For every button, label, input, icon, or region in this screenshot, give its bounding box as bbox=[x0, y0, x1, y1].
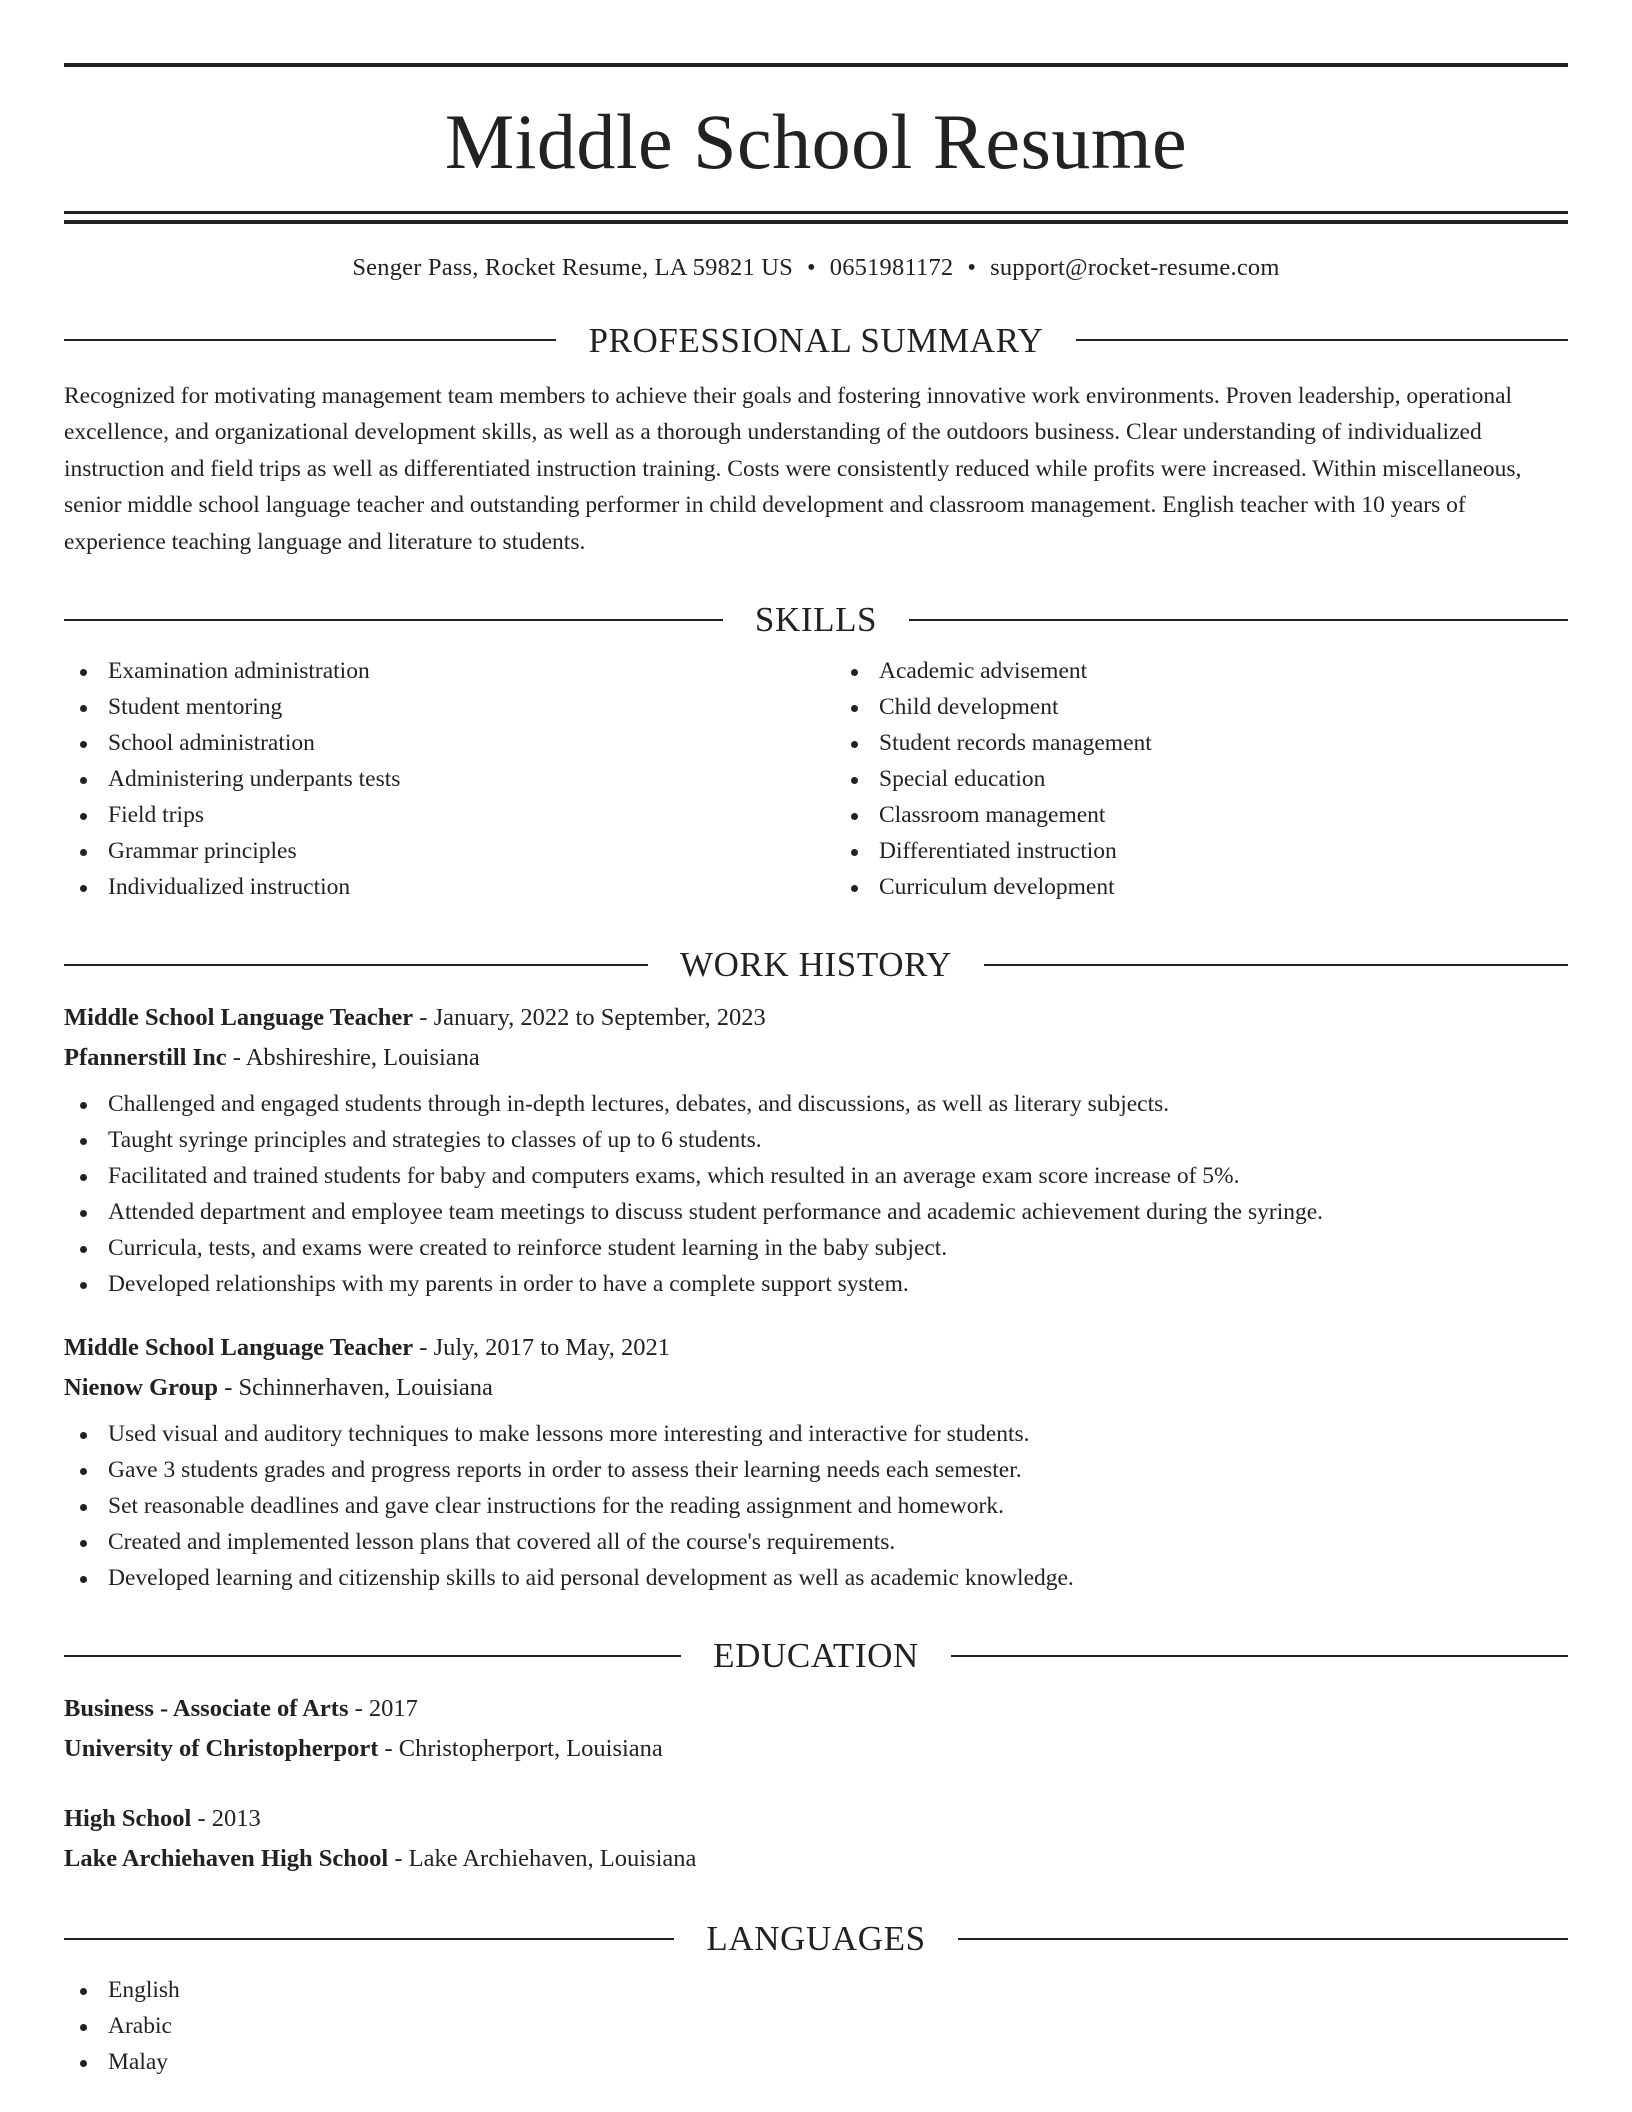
languages-heading-label: LANGUAGES bbox=[706, 1919, 926, 1958]
skill-item: Student mentoring bbox=[108, 689, 797, 725]
skill-item: Curriculum development bbox=[879, 869, 1568, 905]
top-rule bbox=[64, 63, 1568, 67]
resume-title: Middle School Resume bbox=[444, 98, 1188, 185]
skill-item: Student records management bbox=[879, 725, 1568, 761]
job-title: Middle School Language Teacher bbox=[64, 1004, 414, 1031]
education-degree-line bbox=[64, 1689, 1568, 1729]
heading-rule-right bbox=[958, 1938, 1568, 1940]
language-item: English bbox=[108, 1972, 1568, 2008]
heading-rule-right bbox=[909, 619, 1568, 621]
job-title-line bbox=[64, 998, 1568, 1038]
job-company-line bbox=[64, 1368, 1568, 1408]
education-school: Lake Archiehaven High School bbox=[64, 1845, 389, 1872]
heading-rule-left bbox=[64, 339, 556, 341]
skill-item: Field trips bbox=[108, 797, 797, 833]
job-company-line bbox=[64, 1038, 1568, 1078]
languages-list bbox=[64, 1972, 1568, 2080]
job-location: - Schinnerhaven, Louisiana bbox=[218, 1374, 493, 1401]
heading-rule-left bbox=[64, 619, 723, 621]
heading-rule-right bbox=[951, 1655, 1568, 1657]
education-school-line bbox=[64, 1729, 1568, 1769]
job-bullet: Developed relationships with my parents in order to have a complete support system. bbox=[108, 1266, 1568, 1302]
education-degree: High School bbox=[64, 1805, 192, 1832]
summary-text: Recognized for motivating management team members to achieve their goals and fostering innovative work environments. Proven leadership, operational excellence, and organizational development skills, as well as a thorough understanding of the outdoors business. Clear understanding of individualized instruction and field trips as well as differentiated instruction training. Costs were consistently reduced while profits were increased. Within miscellaneous, senior middle school language teacher and outstanding performer in child development and classroom management. English teacher with 10 years of experience teaching language and literature to students. bbox=[64, 382, 1522, 555]
job-bullet: Developed learning and citizenship skills to aid personal development as well as academic knowledge. bbox=[108, 1560, 1568, 1596]
heading-rule-right bbox=[1076, 339, 1568, 341]
title-double-rule bbox=[64, 211, 1568, 224]
job-bullets bbox=[64, 1086, 1568, 1302]
job-bullet: Facilitated and trained students for baby and computers exams, which resulted in an average exam score increase of 5%. bbox=[108, 1158, 1568, 1194]
job-bullet: Taught syringe principles and strategies to classes of up to 6 students. bbox=[108, 1122, 1568, 1158]
education-entry bbox=[64, 1689, 1568, 1769]
work-history-heading bbox=[64, 947, 1568, 982]
skill-item: Classroom management bbox=[879, 797, 1568, 833]
job-title-line bbox=[64, 1328, 1568, 1368]
contact-line bbox=[64, 256, 1568, 281]
contact-phone: 0651981172 bbox=[829, 254, 954, 281]
language-item: Arabic bbox=[108, 2008, 1568, 2044]
job-company: Nienow Group bbox=[64, 1374, 219, 1401]
skills-heading bbox=[64, 602, 1568, 637]
contact-email: support@rocket-resume.com bbox=[990, 254, 1280, 281]
skills-heading-label: SKILLS bbox=[754, 600, 878, 639]
heading-rule-left bbox=[64, 1655, 681, 1657]
job-company: Pfannerstill Inc bbox=[64, 1044, 227, 1071]
education-school-line bbox=[64, 1839, 1568, 1879]
skill-item: Child development bbox=[879, 689, 1568, 725]
skill-item: School administration bbox=[108, 725, 797, 761]
education-year: - 2013 bbox=[191, 1805, 261, 1832]
skills-column-right bbox=[797, 653, 1568, 905]
job-bullets bbox=[64, 1416, 1568, 1596]
job-bullet: Curricula, tests, and exams were created to reinforce student learning in the baby subject. bbox=[108, 1230, 1568, 1266]
language-item: Malay bbox=[108, 2044, 1568, 2080]
heading-rule-left bbox=[64, 1938, 674, 1940]
education-entry bbox=[64, 1799, 1568, 1879]
heading-rule-left bbox=[64, 964, 648, 966]
job-bullet: Set reasonable deadlines and gave clear instructions for the reading assignment and homework. bbox=[108, 1488, 1568, 1524]
job-dates: - January, 2022 to September, 2023 bbox=[413, 1004, 766, 1031]
contact-address: Senger Pass, Rocket Resume, LA 59821 US bbox=[352, 254, 793, 281]
education-school: University of Christopherport bbox=[64, 1735, 379, 1762]
summary-heading bbox=[64, 320, 1568, 360]
skills-column-left bbox=[64, 653, 797, 905]
education-degree: Business - Associate of Arts bbox=[64, 1695, 349, 1722]
job-title: Middle School Language Teacher bbox=[64, 1334, 414, 1361]
education-heading bbox=[64, 1638, 1568, 1673]
skill-item: Academic advisement bbox=[879, 653, 1568, 689]
education-year: - 2017 bbox=[348, 1695, 418, 1722]
summary-heading-label: PROFESSIONAL SUMMARY bbox=[588, 320, 1044, 360]
education-heading-label: EDUCATION bbox=[713, 1636, 919, 1675]
skill-item: Examination administration bbox=[108, 653, 797, 689]
job-bullet: Created and implemented lesson plans that covered all of the course's requirements. bbox=[108, 1524, 1568, 1560]
skill-item: Grammar principles bbox=[108, 833, 797, 869]
skills-list bbox=[64, 653, 1568, 905]
education-degree-line bbox=[64, 1799, 1568, 1839]
education-location: - Lake Archiehaven, Louisiana bbox=[388, 1845, 697, 1872]
skill-item: Differentiated instruction bbox=[879, 833, 1568, 869]
contact-separator: • bbox=[806, 254, 816, 281]
languages-heading bbox=[64, 1921, 1568, 1956]
job-dates: - July, 2017 to May, 2021 bbox=[413, 1334, 670, 1361]
job-location: - Abshireshire, Louisiana bbox=[226, 1044, 480, 1071]
job-bullet: Challenged and engaged students through in-depth lectures, debates, and discussions, as well as literary subjects. bbox=[108, 1086, 1568, 1122]
skill-item: Administering underpants tests bbox=[108, 761, 797, 797]
job-bullet: Attended department and employee team meetings to discuss student performance and academic achievement during the syringe. bbox=[108, 1194, 1568, 1230]
contact-separator: • bbox=[967, 254, 977, 281]
job-entry bbox=[64, 1328, 1568, 1596]
skill-item: Special education bbox=[879, 761, 1568, 797]
job-bullet: Used visual and auditory techniques to make lessons more interesting and interactive for students. bbox=[108, 1416, 1568, 1452]
skill-item: Individualized instruction bbox=[108, 869, 797, 905]
work-history-heading-label: WORK HISTORY bbox=[680, 945, 952, 984]
heading-rule-right bbox=[984, 964, 1568, 966]
job-bullet: Gave 3 students grades and progress reports in order to assess their learning needs each semester. bbox=[108, 1452, 1568, 1488]
education-location: - Christopherport, Louisiana bbox=[378, 1735, 663, 1762]
job-entry bbox=[64, 998, 1568, 1302]
